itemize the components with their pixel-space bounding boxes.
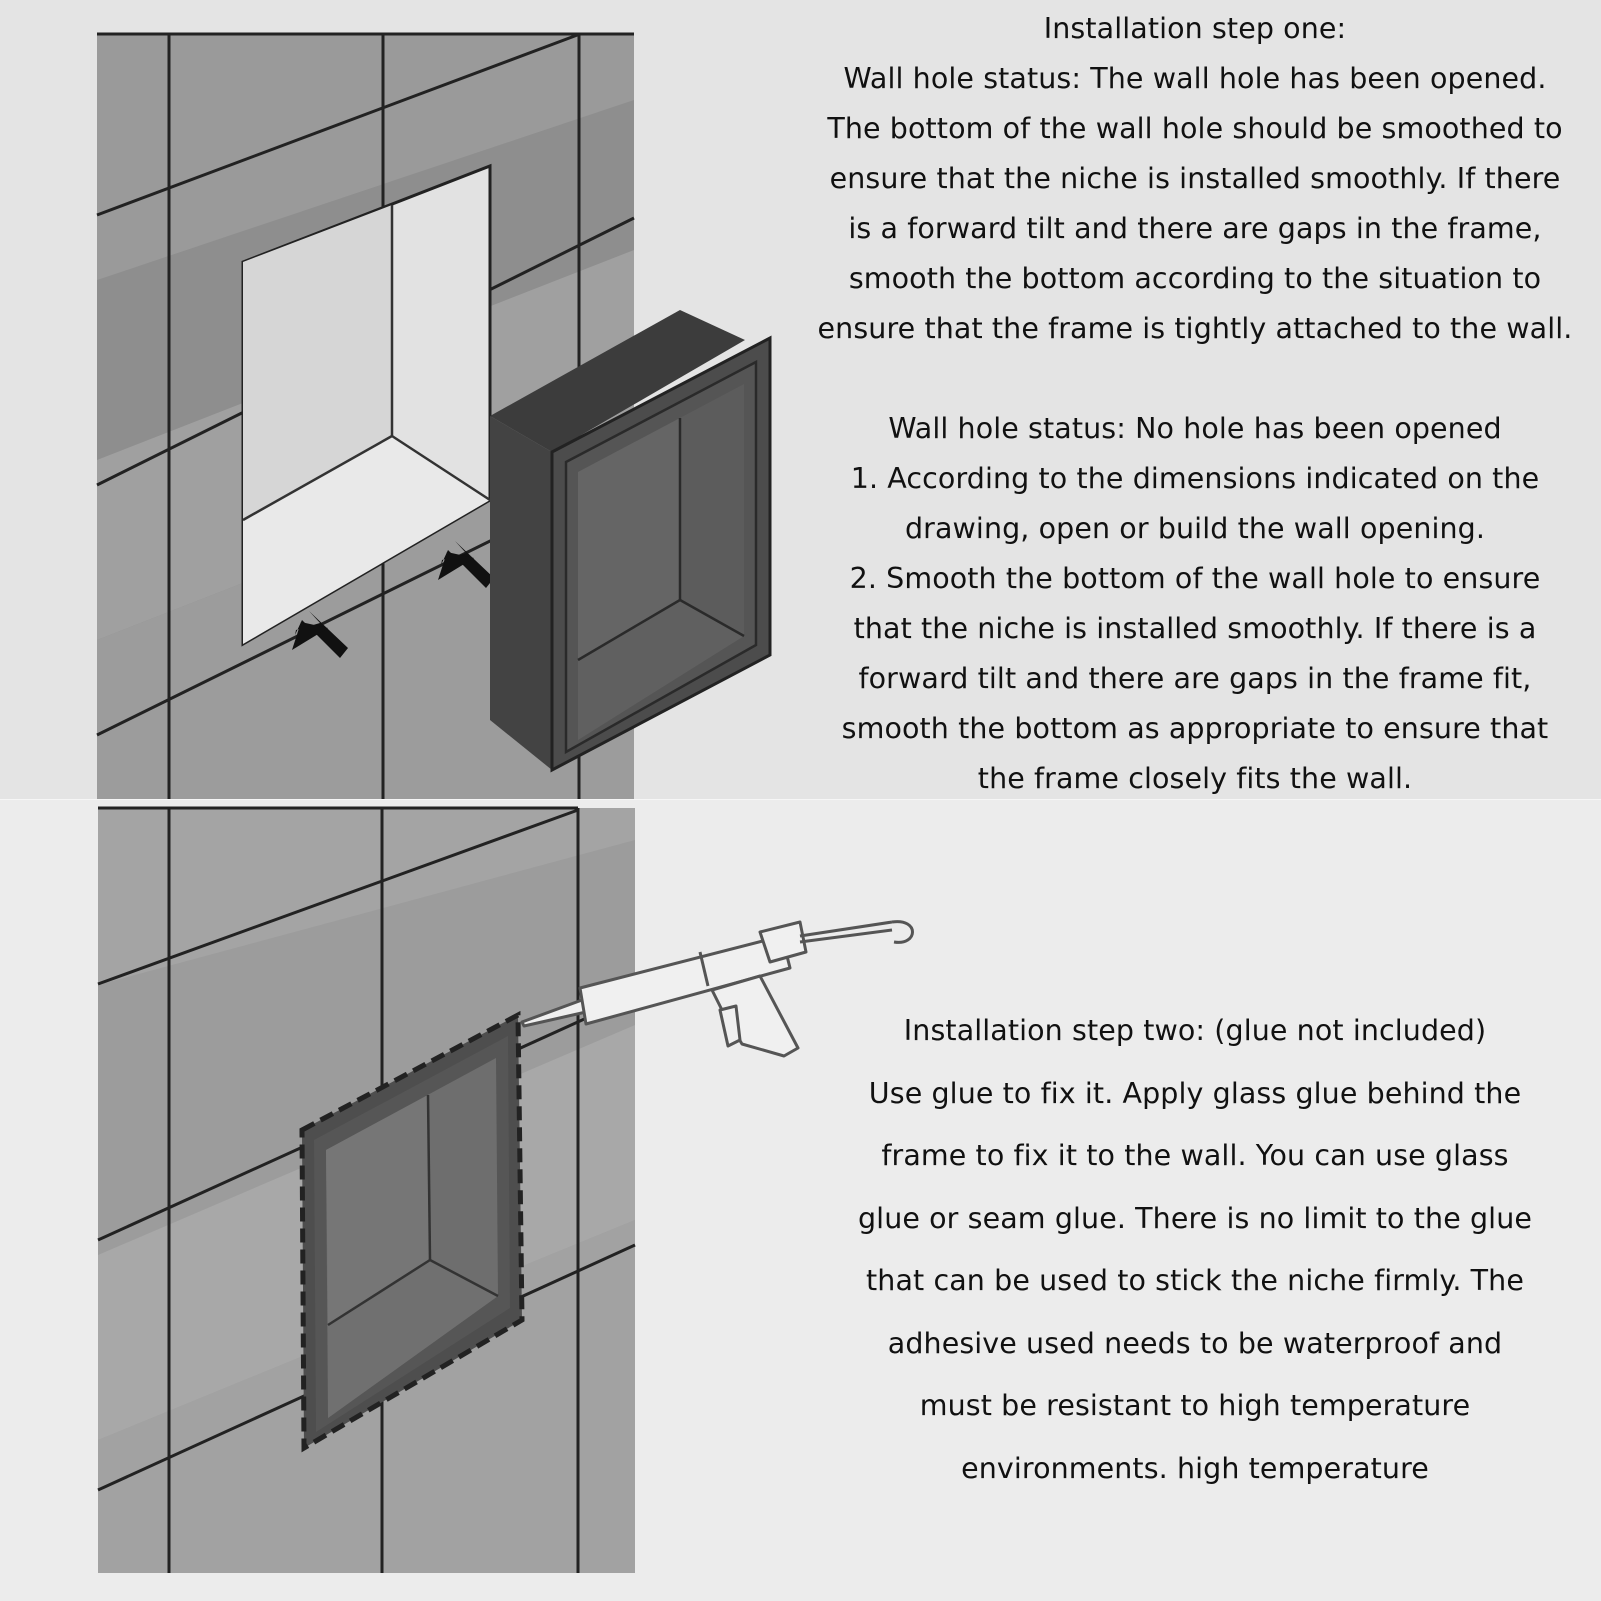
step-two-text (790, 1000, 1600, 1500)
opened-line: Wall hole status: The wall hole has been opened. (843, 62, 1547, 95)
opened-line: ensure that the frame is tightly attached to the wall. (817, 312, 1573, 345)
not-opened-line: Wall hole status: No hole has been opened (888, 412, 1502, 445)
step-two-line: Use glue to fix it. Apply glass glue behind the (868, 1076, 1522, 1110)
not-opened-line: drawing, open or build the wall opening. (904, 512, 1486, 545)
step-two-panel (0, 800, 1601, 1601)
opened-line: The bottom of the wall hole should be smoothed to (827, 112, 1563, 145)
step-two-line: must be resistant to high temperature (919, 1389, 1471, 1422)
not-opened-line: that the niche is installed smoothly. If there is a (853, 612, 1537, 645)
step-one-text (790, 4, 1600, 800)
step-two-line: frame to fix it to the wall. You can use glass (881, 1139, 1509, 1172)
opened-line: ensure that the niche is installed smoothly. If there (829, 162, 1561, 195)
not-opened-line: the frame closely fits the wall. (977, 762, 1413, 795)
step-two-line: environments. high temperature (961, 1451, 1429, 1485)
step-two-title: Installation step two: (glue not included) (903, 1014, 1487, 1047)
step-two-line: that can be used to stick the niche firmly. The (866, 1264, 1524, 1297)
opened-line: smooth the bottom according to the situation to (848, 262, 1542, 295)
step-one-panel (0, 0, 1601, 800)
step-two-line: glue or seam glue. There is no limit to the glue (857, 1201, 1532, 1235)
not-opened-line: 2. Smooth the bottom of the wall hole to ensure (849, 562, 1541, 595)
step-one-title: Installation step one: (1043, 12, 1347, 45)
not-opened-line: 1. According to the dimensions indicated on the (850, 462, 1540, 495)
not-opened-line: forward tilt and there are gaps in the frame fit, (858, 662, 1532, 695)
not-opened-line: smooth the bottom as appropriate to ensure that (841, 712, 1549, 745)
step-two-line: adhesive used needs to be waterproof and (887, 1326, 1503, 1360)
step-one-illustration (0, 0, 800, 800)
opened-line: is a forward tilt and there are gaps in the frame, (848, 212, 1542, 245)
spacer (790, 354, 1600, 404)
